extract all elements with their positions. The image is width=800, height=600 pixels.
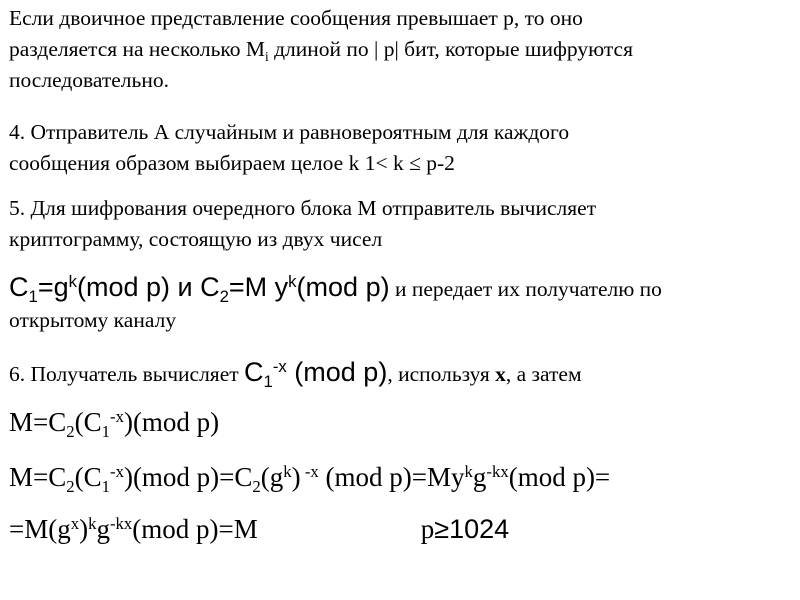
- text-line: криптограмму, состоящую из двух чисел: [9, 227, 383, 251]
- paragraph-message-splitting: [9, 3, 633, 96]
- text-line: разделяется на несколько $M_i$ длиной по | p| бит, которые шифруются: [9, 37, 633, 65]
- ciphertext-formula: $C_1=g^k(mod$ p) и $C_2=M$ $y^k(mod$ p): [9, 271, 390, 307]
- text-line: и передает их получателю по: [389, 277, 662, 301]
- text-line: открытому каналу: [9, 308, 177, 332]
- inverse-formula: $C_1^{-x}$ (mod p): [244, 356, 388, 392]
- p-label: p: [420, 514, 435, 544]
- text-line: Если двоичное представление сообщения превышает p, то оно: [9, 6, 583, 30]
- p-bound: ≥1024: [434, 514, 510, 544]
- text-line: сообщения образом выбираем целое k 1< k ≤ p-2: [9, 151, 455, 175]
- paragraph-step-6: 6. Получатель вычисляет $C_1^{-x}$ (mod p), используя x, а затем: [9, 356, 582, 392]
- formula-decrypt-3: $=M(g^x)^kg^{-kx}(mod$ p)=M p≥1024: [9, 513, 510, 544]
- formula-decrypt-2: $M=C_2(C_1^{-x})(mod$ $p)=C_2(g^k)$ $^{-x}$ (mod $p)=My^kg^{-kx}(mod$ p)=: [9, 461, 611, 497]
- paragraph-ciphertext-formula: [9, 270, 662, 336]
- text-line: 4. Отправитель А случайным и равновероятным для каждого: [9, 120, 570, 144]
- text-line: последовательно.: [9, 68, 169, 92]
- paragraph-step-5: [9, 193, 596, 255]
- paragraph-step-4: [9, 117, 569, 179]
- text-line: 5. Для шифрования очередного блока M отправитель вычисляет: [9, 196, 597, 220]
- formula-decrypt-1: $M=C_2(C_1^{-x})(mod$ p): [9, 406, 220, 442]
